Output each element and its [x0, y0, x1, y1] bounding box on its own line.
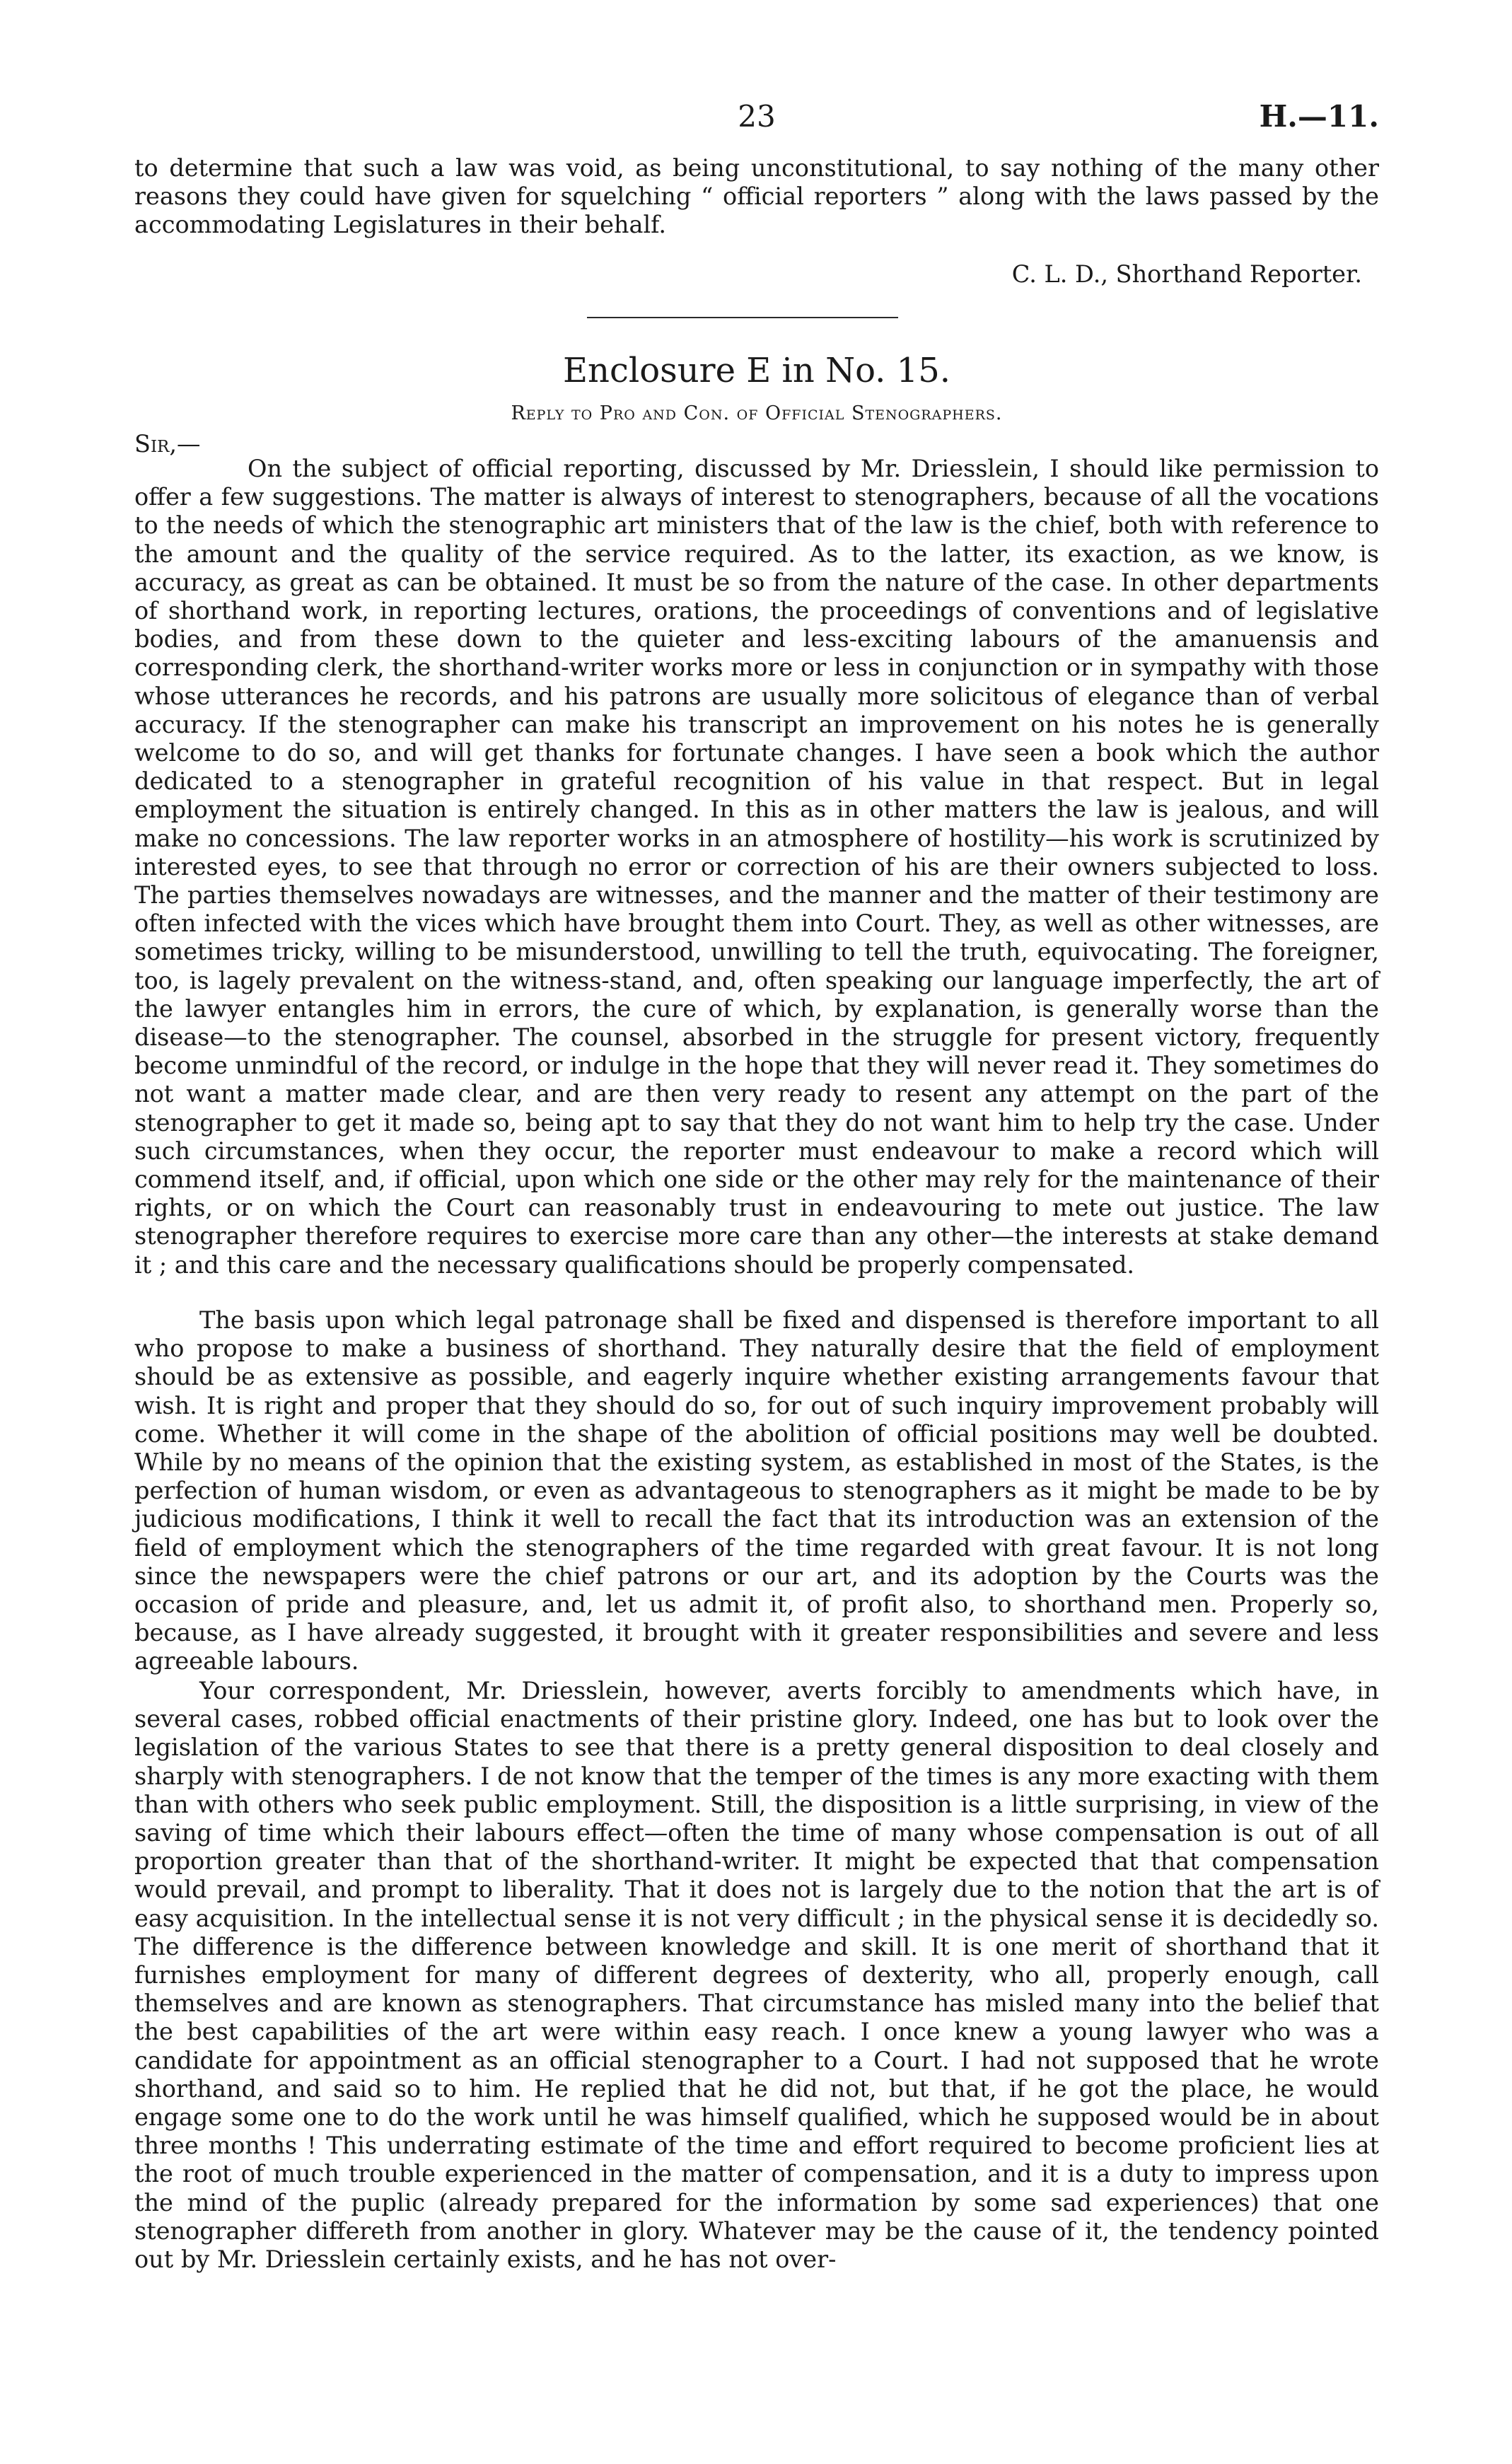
- body-paragraph: On the subject of official reporting, discussed by Mr. Driesslein, I should like permission to offer a few suggestions. The matter is always of interest to stenographers, because of all the vocations to the needs of which the stenographic art ministers that of the law is the chief, both with reference to the amount and the quality of the service required. As to the latter, its exaction, as we know, is accuracy, as great as can be obtained. It must be so from the nature of the case. In other departments of shorthand work, in reporting lectures, orations, the proceedings of conventions and of legislative bodies, and from these down to the quieter and less-exciting labours of the amanuensis and corresponding clerk, the shorthand-writer works more or less in conjunction or in sympathy with those whose utterances he records, and his patrons are usually more solicitous of elegance than of verbal accuracy. If the stenographer can make his transcript an improvement on his notes he is generally welcome to do so, and will get thanks for fortunate changes. I have seen a book which the author dedicated to a stenographer in grateful recognition of his value in that respect. But in legal employment the situation is entirely changed. In this as in other matters the law is jealous, and will make no concessions. The law reporter works in an atmosphere of hostility—his work is scrutinized by interested eyes, to see that through no error or correction of his are their owners subjected to loss. The parties themselves nowadays are witnesses, and the manner and the matter of their testimony are often infected with the vices which have brought them into Court. They, as well as other witnesses, are sometimes tricky, willing to be misunderstood, unwilling to tell the truth, equivocating. The foreigner, too, is lagely prevalent on the witness-stand, and, often speaking our language imperfectly, the art of the lawyer entangles him in errors, the cure of which, by explanation, is generally worse than the disease—to the stenographer. The counsel, absorbed in the struggle for present victory, frequently become unmindful of the record, or indulge in the hope that they will never read it. They sometimes do not want a matter made clear, and are then very ready to resent any attempt on the part of the stenographer to get it made so, being apt to say that they do not want him to help try the case. Under such circumstances, when they occur, the reporter must endeavour to make a record which will commend itself, and, if official, upon which one side or the other may rely for the maintenance of their rights, or on which the Court can reasonably trust in endeavouring to mete out justice. The law stenographer therefore requires to exercise more care than any other—the interests at stake demand it ; and this care and the necessary qualifications should be properly compensated.: [134, 455, 1379, 1279]
- continuation-paragraph: to determine that such a law was void, as being unconstitutional, to say nothing of the many other reasons they could have given for squelching “ official reporters ” along with the laws passed by the accommodating Legislatures in their behalf.: [134, 154, 1379, 239]
- document-reference: H.—11.: [1259, 99, 1379, 134]
- page-number: 23: [738, 99, 776, 134]
- body-paragraph: Your correspondent, Mr. Driesslein, however, averts forcibly to amendments which have, in several cases, robbed official enactments of their pristine glory. Indeed, one has but to look over the legislation of the various States to see that there is a pretty general disposition to deal closely and sharply with stenographers. I de not know that the temper of the times is any more exacting with them than with others who seek public employment. Still, the disposition is a little surprising, in view of the saving of time which their labours effect—often the time of many whose compensation is out of all proportion greater than that of the shorthand-writer. It might be expected that that compensation would prevail, and prompt to liberality. That it does not is largely due to the notion that the art is of easy acquisition. In the intellectual sense it is not very difficult ; in the physical sense it is decidedly so. The difference is the difference between knowledge and skill. It is one merit of shorthand that it furnishes employment for many of different degrees of dexterity, who all, properly enough, call themselves and are known as stenographers. That circumstance has misled many into the belief that the best capabilities of the art were within easy reach. I once knew a young lawyer who was a candidate for appointment as an official stenographer to a Court. I had not supposed that he wrote shorthand, and said so to him. He replied that he did not, but that, if he got the place, he would engage some one to do the work until he was himself qualified, which he supposed would be in about three months ! This underrating estimate of the time and effort required to become proficient lies at the root of much trouble experienced in the matter of compensation, and it is a duty to impress upon the mind of the puplic (already prepared for the information by some sad experiences) that one stenographer differeth from another in glory. Whatever may be the cause of it, the tendency pointed out by Mr. Driesslein certainly exists, and he has not over-: [134, 1677, 1379, 2274]
- page-header: [134, 99, 1379, 141]
- body-paragraph: The basis upon which legal patronage shall be fixed and dispensed is therefore important to all who propose to make a business of shorthand. They naturally desire that the field of employment should be as extensive as possible, and eagerly inquire whether existing arrangements favour that wish. It is right and proper that they should do so, for out of such inquiry improvement probably will come. Whether it will come in the shape of the abolition of official positions may well be doubted. While by no means of the opinion that the existing system, as established in most of the States, is the perfection of human wisdom, or even as advantageous to stenographers as it might be made to be by judicious modifications, I think it well to recall the fact that its introduction was an extension of the field of employment which the stenographers of the time regarded with great favour. It is not long since the newspapers were the chief patrons or our art, and its adoption by the Courts was the occasion of pride and pleasure, and, let us admit it, of profit also, to shorthand men. Properly so, because, as I have already suggested, it brought with it greater responsibilities and severe and less agreeable labours.: [134, 1306, 1379, 1675]
- enclosure-subtitle: Reply to Pro and Con. of Official Stenographers.: [511, 402, 1003, 424]
- signature: C. L. D., Shorthand Reporter.: [1011, 260, 1362, 288]
- section-divider: [587, 317, 898, 318]
- salutation: Sir,—: [134, 430, 201, 458]
- document-page: [134, 0, 1379, 2464]
- enclosure-title: Enclosure E in No. 15.: [563, 351, 950, 390]
